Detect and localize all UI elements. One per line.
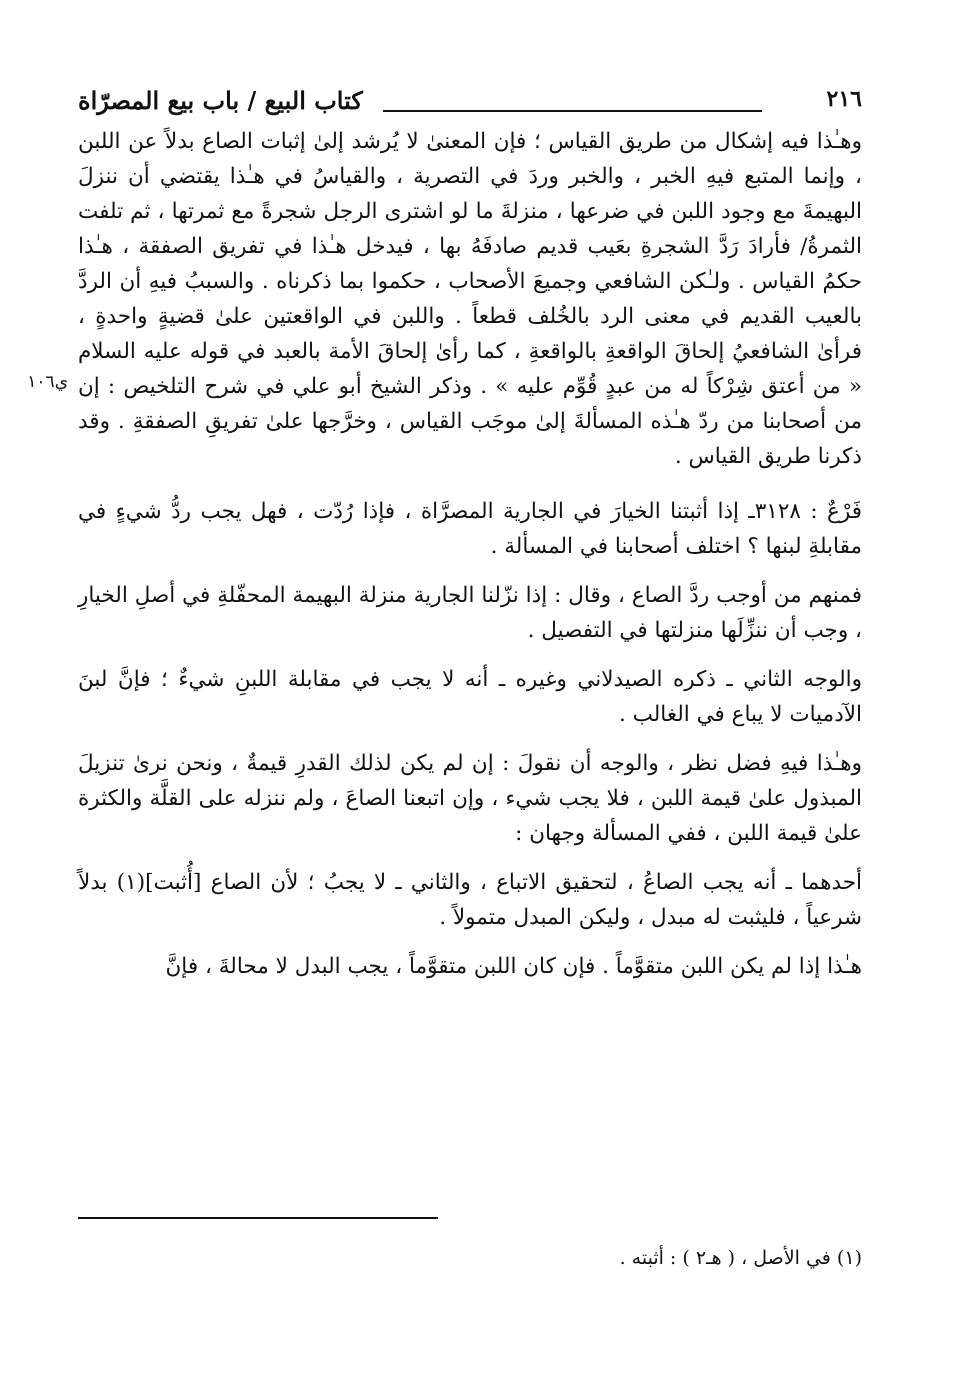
book-page xyxy=(27,78,863,1328)
page-number: ٢١٦ xyxy=(826,86,862,112)
paragraph-3: فمنهم من أوجب ردَّ الصاع ، وقال : إذا نزّلنا الجارية منزلة البهيمة المحفّلةِ في أصلِ الخيارِ ، وجب أن ننزِّلَها منزلتها في التفصيل . xyxy=(78,583,862,643)
margin-manuscript-note: ي١٠٦ xyxy=(27,372,68,392)
page-header xyxy=(78,78,862,120)
paragraph-4: والوجه الثاني ـ ذكره الصيدلاني وغيره ـ أنه لا يجب في مقابلة اللبنِ شيءٌ ؛ فإنَّ لبنَ الآدميات لا يباع في الغالب . xyxy=(78,667,862,727)
paragraph-5: وهـٰذا فيهِ فضل نظر ، والوجه أن نقولَ : إن لم يكن لذلك القدرِ قيمةٌ ، ونحن نرىٰ تنزيلَ المبذول علىٰ قيمة اللبن ، فلا يجب شيء ، وإن اتبعنا الصاعَ ، ولم ننزله على القلَّة والكثرة علىٰ قيمة اللبن ، ففي المسألة وجهان : xyxy=(78,751,862,846)
paragraph-6: أحدهما ـ أنه يجب الصاعُ ، لتحقيق الاتباع ، والثاني ـ لا يجبُ ؛ لأن الصاع [أُثبت](١) بدلاً شرعياً ، فليثبت له مبدل ، وليكن المبدل متمولاً . xyxy=(78,870,862,930)
paragraph-2: فَرْعٌ : ٣١٢٨ـ إذا أثبتنا الخيارَ في الجارية المصرَّاة ، فإذا رُدّت ، فهل يجب ردُّ شيءٍ في مقابلةِ لبنها ؟ اختلف أصحابنا في المسألة . xyxy=(78,499,863,559)
paragraph-7: هـٰذا إذا لم يكن اللبن متقوَّماً . فإن كان اللبن متقوَّماً ، يجب البدل لا محالةَ ، فإنَّ xyxy=(165,954,862,979)
paragraph-1: وهـٰذا فيه إشكال من طريق القياس ؛ فإن المعنىٰ لا يُرشد إلىٰ إثبات الصاع بدلاً عن اللبن ، وإنما المتبع فيهِ الخبر ، والخبر وردَ في التصرية ، والقياسُ في هـٰذا يقتضي أن ننزلَ البهيمةَ مع وجود اللبن في ضرعها ، منزلةَ ما لو اشترى الرجل شجرةً مع ثمرتها ، ثم تلفت الثمرةُ/ فأرادَ رَدَّ الشجرةِ بعَيب قديم صادفَهُ بها ، فيدخل هـٰذا في تفريق الصفقة ، هـٰذا حكمُ القياس . ولـٰكن الشافعي وجميعَ الأصحاب ، حكموا بما ذكرناه . والسببُ فيهِ أن الردَّ بالعيب القديم في معنى الرد بالخُلف قطعاً . واللبن في الواقعتين علىٰ قضيةٍ واحدةٍ ، فرأىٰ الشافعيُ إلحاقَ الواقعةِ بالواقعةِ ، كما رأىٰ إلحاقَ الأمة بالعبد في قوله عليه السلام « من أعتق شِرْكاً له من عبدٍ قُوِّم عليه » . وذكر الشيخ أبو علي في شرح التلخيص : إن من أصحابنا من ردّ هـٰذه المسألةَ إلىٰ موجَب القياس ، وخرَّجها علىٰ تفريقِ الصفقةِ . وقد ذكرنا طريق القياس . xyxy=(78,129,862,469)
body-text xyxy=(78,124,862,998)
header-rule xyxy=(383,110,762,112)
footnote-rule xyxy=(78,1217,438,1219)
footnote: (١) في الأصل ، ( هـ٢ ) : أثبته . xyxy=(619,1247,862,1269)
running-head: كتاب البيع / باب بيع المصرّاة xyxy=(78,86,363,115)
